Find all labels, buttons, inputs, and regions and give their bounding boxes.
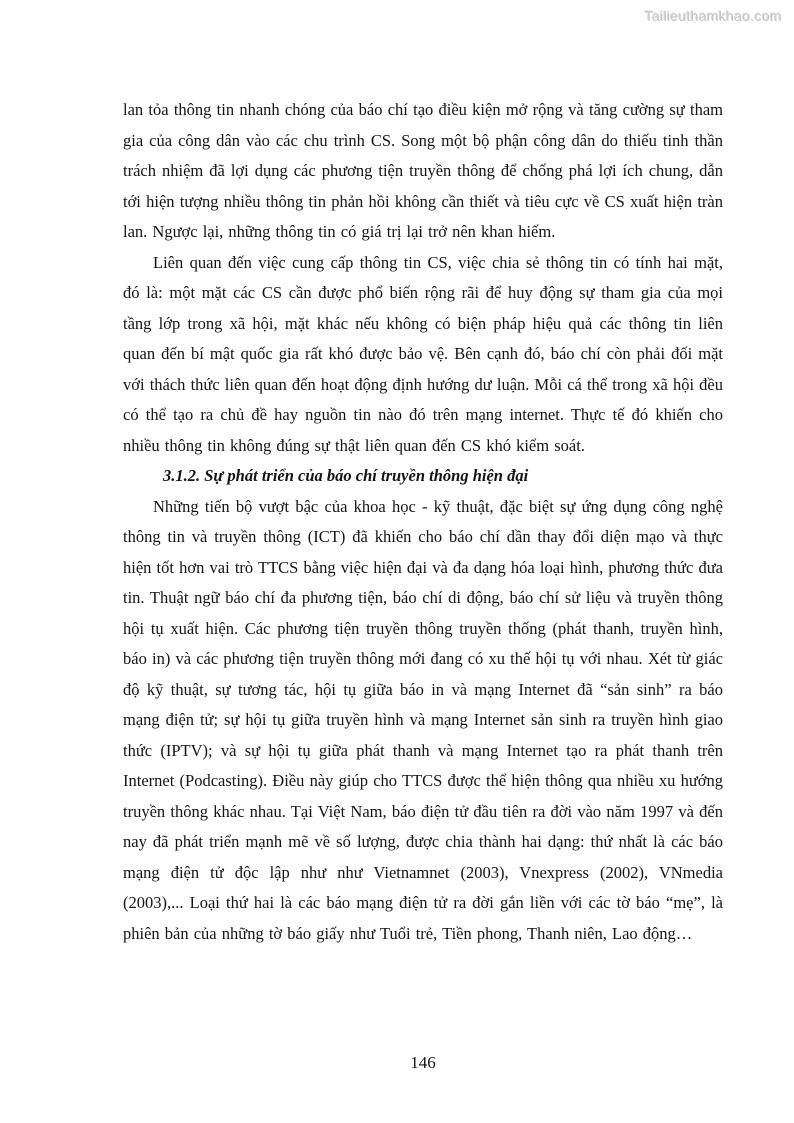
page-number: 146 (410, 1053, 436, 1072)
body-paragraph: Liên quan đến việc cung cấp thông tin CS, việc chia sẻ thông tin có tính hai mặt, đó là: một mặt các CS cần được phổ biến rộng rãi để huy động sự tham gia của mọi tầng lớp trong xã hội, mặt khác nếu không có biện pháp hiệu quả các thông tin liên quan đến bí mật quốc gia rất khó được bảo vệ. Bên cạnh đó, báo chí còn phải đối mặt với thách thức liên quan đến hoạt động định hướng dư luận. Mỗi cá thể trong xã hội đều có thể tạo ra chủ đề hay nguồn tin nào đó trên mạng internet. Thực tế đó khiến cho nhiều thông tin không đúng sự thật liên quan đến CS khó kiểm soát. (123, 252, 723, 455)
body-paragraph: lan tỏa thông tin nhanh chóng của báo chí tạo điều kiện mở rộng và tăng cường sự tham gia của công dân vào các chu trình CS. Song một bộ phận công dân do thiếu tinh thần trách nhiệm đã lợi dụng các phương tiện truyền thông để chống phá lợi ích chung, dẫn tới hiện tượng nhiều thông tin phản hồi không cần thiết và tiêu cực về CS xuất hiện tràn lan. Ngược lại, những thông tin có giá trị lại trở nên khan hiếm. (123, 100, 723, 241)
watermark: Tailieuthamkhao.com (644, 8, 782, 24)
page-content (123, 95, 723, 949)
section-heading: 3.1.2. Sự phát triển của báo chí truyền thông hiện đại (163, 466, 529, 485)
body-paragraph: Những tiến bộ vượt bậc của khoa học - kỹ thuật, đặc biệt sự ứng dụng công nghệ thông tin và truyền thông (ICT) đã khiến cho báo chí dần thay đổi diện mạo và thực hiện tốt hơn vai trò TTCS bằng việc hiện đại và đa dạng hóa loại hình, phương thức đưa tin. Thuật ngữ báo chí đa phương tiện, báo chí di động, báo chí sử liệu và truyền thông hội tụ xuất hiện. Các phương tiện truyền thông truyền thống (phát thanh, truyền hình, báo in) và các phương tiện truyền thông mới đang có xu thế hội tụ với nhau. Xét từ giác độ kỹ thuật, sự tương tác, hội tụ giữa báo in và mạng Internet đã “sản sinh” ra báo mạng điện tử; sự hội tụ giữa truyền hình và mạng Internet sản sinh ra truyền hình giao thức (IPTV); và sự hội tụ giữa phát thanh và mạng Internet tạo ra phát thanh trên Internet (Podcasting). Điều này giúp cho TTCS được thể hiện thông qua nhiều xu hướng truyền thông khác nhau. Tại Việt Nam, báo điện tử đầu tiên ra đời vào năm 1997 và đến nay đã phát triển mạnh mẽ về số lượng, được chia thành hai dạng: thứ nhất là các báo mạng điện tử độc lập như như Vietnamnet (2003), Vnexpress (2002), VNmedia (2003),... Loại thứ hai là các báo mạng điện tử ra đời gắn liền với các tờ báo “mẹ”, là phiên bản của những tờ báo giấy như Tuổi trẻ, Tiền phong, Thanh niên, Lao động… (123, 496, 723, 943)
